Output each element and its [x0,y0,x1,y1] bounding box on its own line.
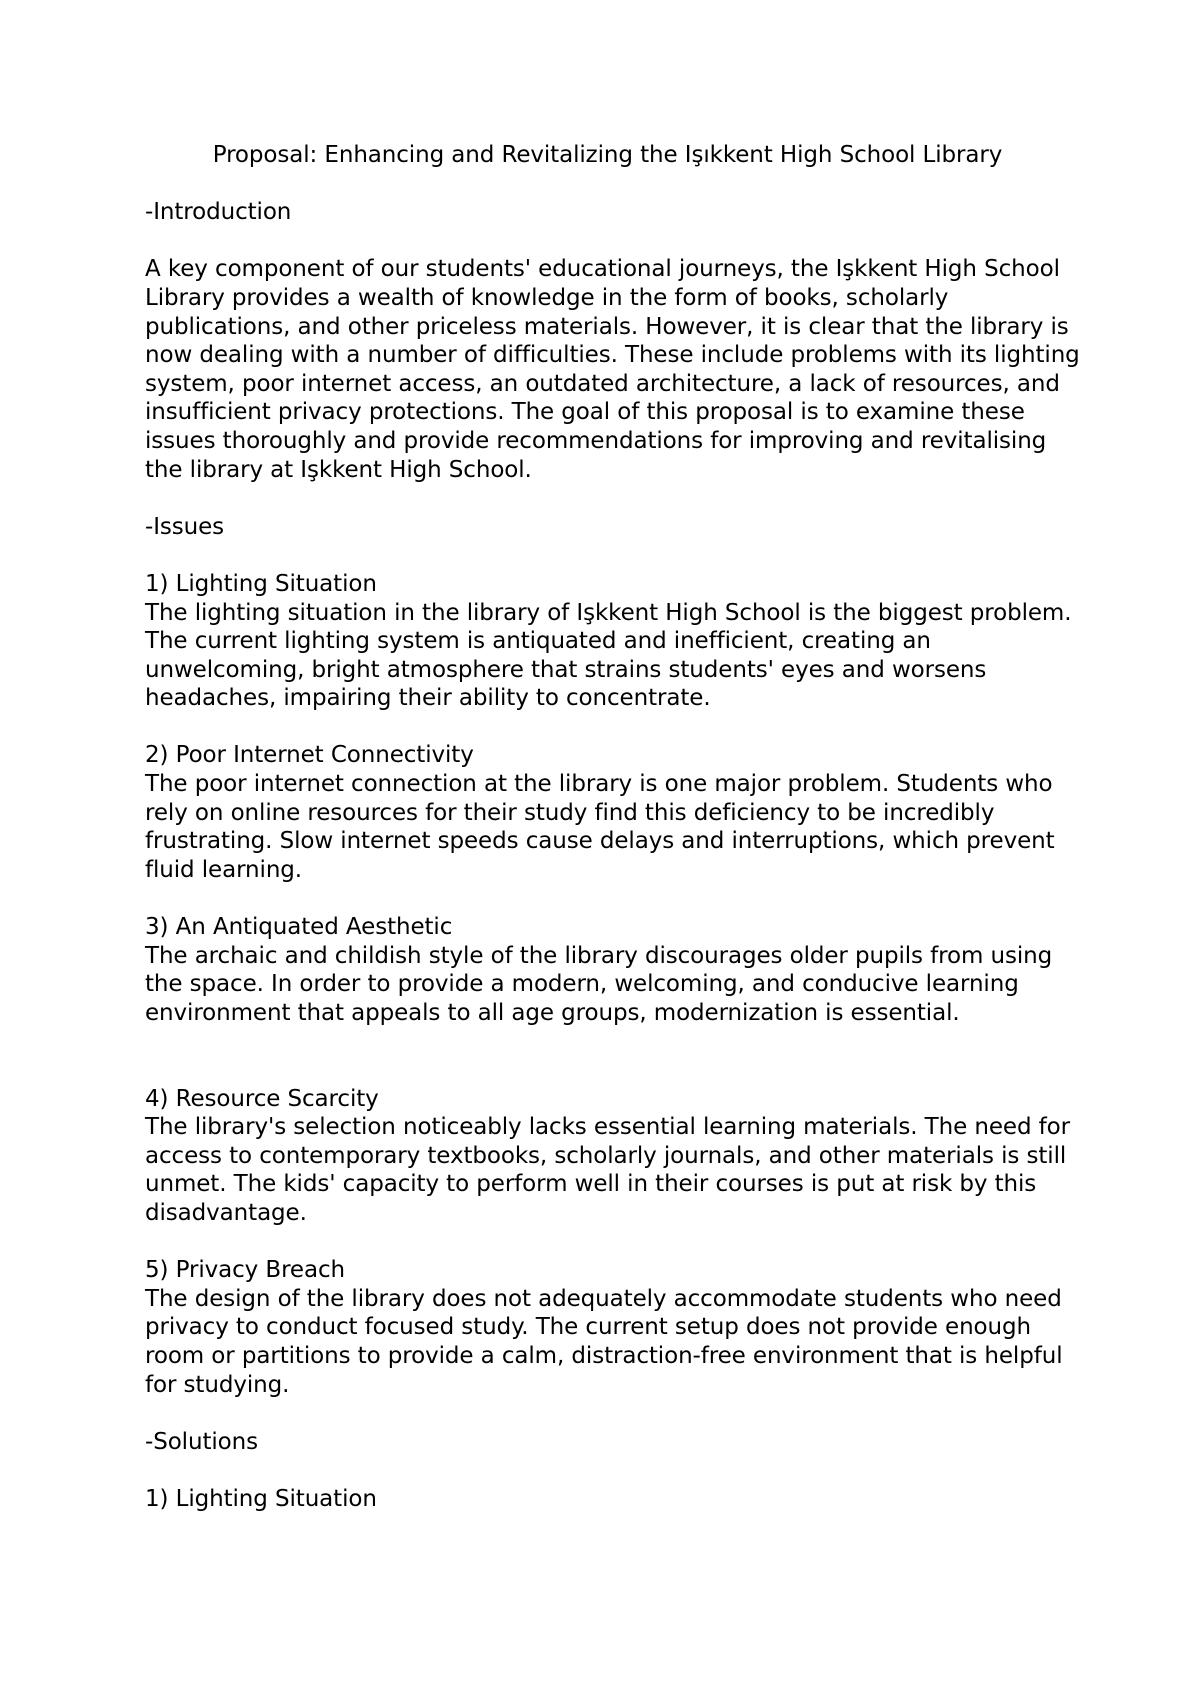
issue-body: The library's selection noticeably lacks essential learning materials. The need for access to contemporary textbooks, scholarly journals, and other materials is still unmet. The kids' capacity to perform well in their courses is put at risk by this disadvantage. [145,1114,1070,1226]
spacer [145,484,1080,513]
spacer [145,1228,1080,1257]
introduction-body: A key component of our students' educational journeys, the Işkkent High School Library provides a wealth of knowledge in the form of books, scholarly publications, and other priceless materials. However, it is clear that the library is now dealing with a number of difficulties. These include problems with its lighting system, poor internet access, an outdated architecture, a lack of resources, and insufficient privacy protections. The goal of this proposal is to examine these issues thoroughly and provide recommendations for improving and revitalising the library at Işkkent High School. [145,256,1080,483]
solution-title: 1) Lighting Situation [145,1485,377,1512]
issue-title: 3) An Antiquated Aesthetic [145,914,453,941]
spacer [145,1456,1080,1485]
solutions-heading: -Solutions [145,1428,258,1455]
spacer [145,170,1080,199]
issue-title: 2) Poor Internet Connectivity [145,742,474,769]
spacer [145,1399,1080,1428]
issue-title: 4) Resource Scarcity [145,1085,379,1112]
spacer [145,227,1080,256]
issue-body: The design of the library does not adequately accommodate students who need privacy to conduct focused study. The current setup does not provide enough room or partitions to provide a calm, distraction-free environment that is helpful for studying. [145,1285,1063,1398]
issue-body: The poor internet connection at the library is one major problem. Students who rely on online resources for their study find this deficiency to be incredibly frustrating. Slow internet speeds cause delays and interruptions, which prevent fluid learning. [145,771,1055,883]
issue-title: 1) Lighting Situation [145,570,377,597]
spacer [145,884,1080,913]
introduction-heading: -Introduction [145,199,292,226]
document-title: Proposal: Enhancing and Revitalizing the Işıkkent High School Library [212,142,1003,168]
issue-body: The archaic and childish style of the library discourages older pupils from using the space. In order to provide a modern, welcoming, and conducive learning environment that appeals to all age groups, modernization is essential. [145,942,1053,1026]
spacer [145,541,1080,570]
issue-title: 5) Privacy Breach [145,1257,345,1284]
issues-heading: -Issues [145,513,225,540]
issue-body: The lighting situation in the library of Işkkent High School is the biggest problem. The current lighting system is antiquated and inefficient, creating an unwelcoming, bright atmosphere that strains students' eyes and worsens headaches, impairing their ability to concentrate. [145,599,1072,712]
spacer [145,1027,1080,1084]
document-content [145,141,1080,1514]
spacer [145,713,1080,742]
